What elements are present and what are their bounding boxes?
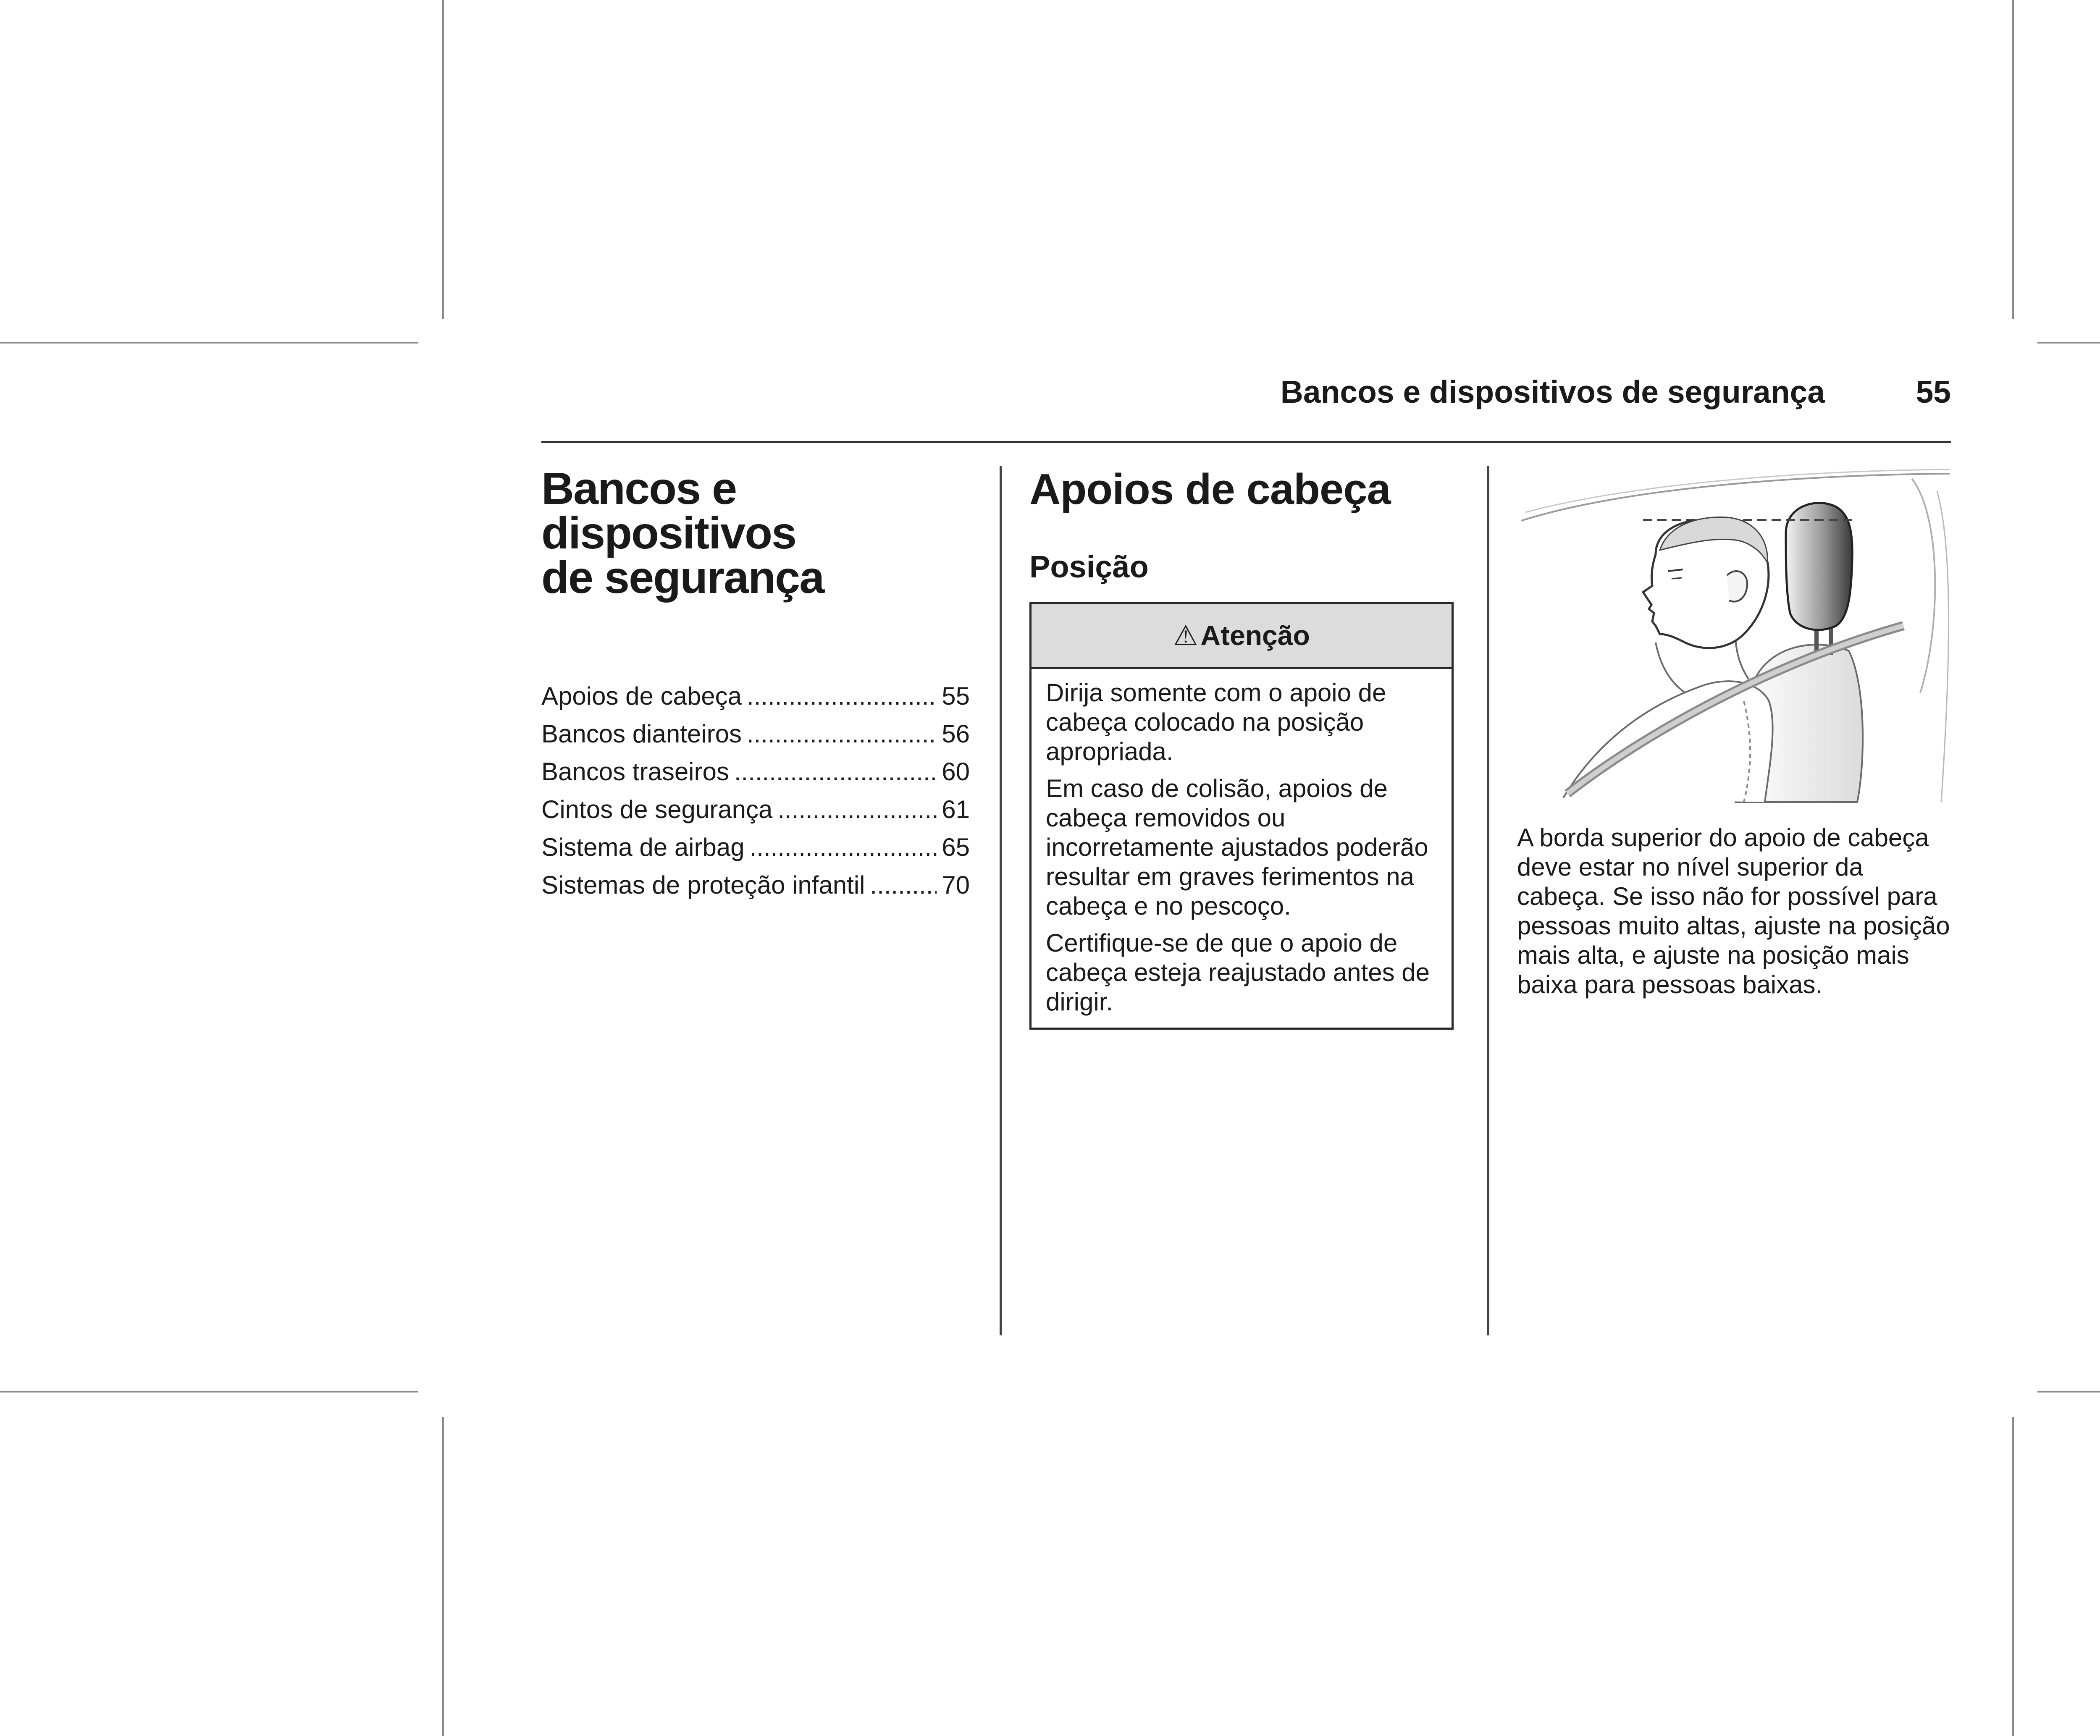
chapter-title-line2: de segurança <box>541 552 824 603</box>
chapter-column <box>541 463 970 904</box>
column-divider <box>1487 466 1489 1335</box>
illustration-column <box>1517 466 1954 999</box>
toc-entry-bancos-traseiros[interactable] <box>541 753 970 791</box>
chapter-title <box>541 463 970 603</box>
header-section-title: Bancos e dispositivos de segurança <box>1280 374 1825 409</box>
toc-entry-apoios-de-cabeca[interactable] <box>541 677 970 715</box>
warning-title: Atenção <box>1200 620 1310 651</box>
crop-mark <box>2012 0 2014 319</box>
warning-header <box>1032 604 1452 669</box>
toc-label: Bancos traseiros <box>541 758 729 786</box>
crop-mark <box>442 1417 444 1736</box>
column-divider <box>1000 466 1002 1335</box>
toc-page: 56 <box>942 720 970 748</box>
toc-leader-dots <box>747 715 937 753</box>
page-number: 55 <box>1916 374 1951 409</box>
toc-page: 65 <box>942 833 970 861</box>
toc-leader-dots <box>750 829 937 866</box>
toc-entry-sistemas-de-protecao-infantil[interactable] <box>541 866 970 904</box>
crop-mark <box>442 0 444 319</box>
warning-paragraph: Em caso de colisão, apoios de cabeça removidos ou incorretamente ajustados poderão resultar em graves ferimentos na cabeça e no pescoço. <box>1046 774 1428 920</box>
toc-leader-dots <box>734 753 937 791</box>
toc-label: Sistemas de proteção infantil <box>541 871 865 899</box>
subsection-title: Posição <box>1029 549 1149 584</box>
toc-label: Bancos dianteiros <box>541 720 742 748</box>
toc-leader-dots <box>747 677 937 715</box>
running-header <box>541 370 1951 416</box>
head-restraint-illustration <box>1517 466 1954 810</box>
illustration-caption: A borda superior do apoio de cabeça deve estar no nível superior da cabeça. Se isso não for possível para pessoas muito altas, ajuste na posição mais alta, e ajuste na posição mais baixa para pessoas baixas. <box>1517 823 1950 999</box>
toc-page: 55 <box>942 682 970 710</box>
toc-entry-cintos-de-seguranca[interactable] <box>541 791 970 829</box>
toc-entry-bancos-dianteiros[interactable] <box>541 715 970 753</box>
toc-leader-dots <box>870 866 937 904</box>
header-rule <box>541 441 1951 443</box>
crop-mark <box>2012 1417 2014 1736</box>
crop-mark <box>0 342 418 344</box>
warning-triangle-icon: ⚠ <box>1173 619 1198 651</box>
crop-mark <box>2037 1391 2100 1392</box>
toc-entry-sistema-de-airbag[interactable] <box>541 829 970 866</box>
toc-label: Sistema de airbag <box>541 833 745 861</box>
section-title: Apoios de cabeça <box>1029 465 1391 513</box>
toc-label: Cintos de segurança <box>541 795 773 823</box>
chapter-title-line1: Bancos e dispositivos <box>541 463 796 558</box>
toc-page: 61 <box>942 795 970 823</box>
toc-page: 70 <box>942 871 970 899</box>
warning-body <box>1032 669 1452 1028</box>
toc-label: Apoios de cabeça <box>541 682 742 710</box>
warning-box <box>1029 602 1454 1030</box>
toc-page: 60 <box>942 758 970 786</box>
table-of-contents <box>541 677 970 904</box>
toc-leader-dots <box>777 791 937 829</box>
warning-paragraph: Dirija somente com o apoio de cabeça colocado na posição apropriada. <box>1046 679 1386 766</box>
crop-mark <box>2037 342 2100 344</box>
section-column <box>1029 466 1458 1030</box>
crop-mark <box>0 1391 418 1392</box>
warning-paragraph: Certifique-se de que o apoio de cabeça esteja reajustado antes de dirigir. <box>1046 929 1430 1016</box>
